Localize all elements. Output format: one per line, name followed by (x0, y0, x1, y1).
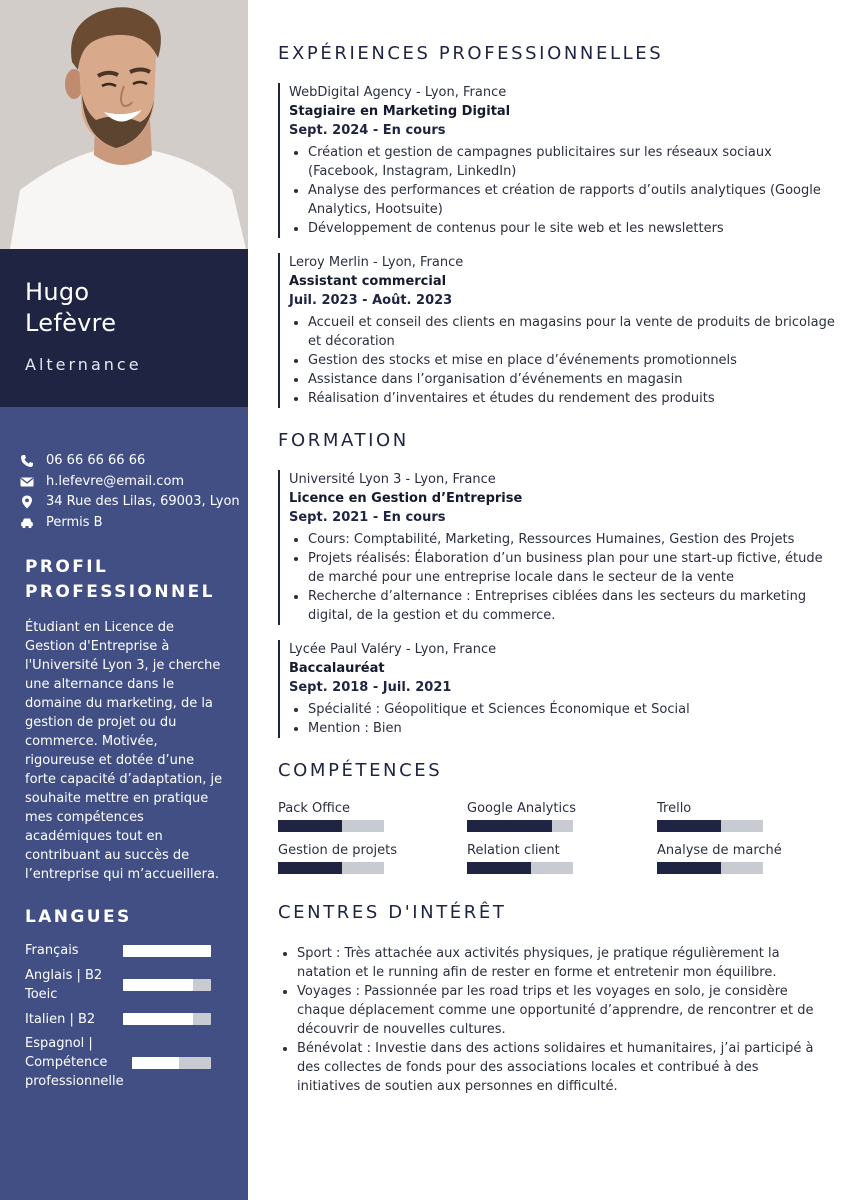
candidate-subtitle: Alternance (25, 355, 142, 374)
entry-organization: Lycée Paul Valéry - Lyon, France (289, 642, 497, 657)
skill-label: Pack Office (278, 801, 350, 816)
skill-bar (657, 820, 763, 832)
language-bar-fill (123, 1013, 193, 1025)
profile-heading: PROFIL PROFESSIONNEL (25, 557, 215, 602)
profile-summary: Étudiant en Licence de Gestion d'Entreprise à l'Université Lyon 3, je cherche une alternance dans le domaine du marketing, de la gestion de projet ou du commerce. Motivée, rigoureuse et dotée d’une forte capacité d’adaptation, je souhaite mettre en pratique mes compétences académiques tout en contribuant au succès de l’entreprise qui m’accueillera. (25, 620, 223, 882)
interest-item: • Sport : Très attachée aux activités physiques, je pratique régulièrement la natation et le running afin de rester en forme et entretenir mon équilibre. (297, 944, 823, 982)
entry-organization: Leroy Merlin - Lyon, France (289, 255, 464, 270)
entry-bullets (289, 700, 839, 738)
entry-bullet: • Cours: Comptabilité, Marketing, Ressources Humaines, Gestion des Projets (308, 530, 839, 549)
profile-photo-illustration (0, 0, 248, 249)
language-bar (123, 945, 211, 957)
language-label: Italien | B2 (25, 1012, 96, 1027)
skill-label: Trello (657, 801, 692, 816)
skill-bar-fill (278, 820, 342, 832)
entry-date: Sept. 2021 - En cours (289, 510, 446, 525)
entry-date: Sept. 2024 - En cours (289, 123, 446, 138)
contact-address-text: 34 Rue des Lilas, 69003, Lyon (46, 494, 240, 509)
skill-bar (278, 862, 384, 874)
entry-organization: WebDigital Agency - Lyon, France (289, 85, 507, 100)
interest-item: • Voyages : Passionnée par les road trips et les voyages en solo, je considère chaque déplacement comme une opportunité d’apprendre, de rencontrer et de découvrir de nouvelles cultures. (297, 982, 823, 1039)
entry-bullet: • Analyse des performances et création de rapports d’outils analytiques (Google Analytics, Hootsuite) (308, 181, 839, 219)
skill-bar-fill (278, 862, 342, 874)
candidate-name: Hugo Lefèvre (25, 278, 117, 337)
entry-bullet: • Projets réalisés: Élaboration d’un business plan pour une start-up fictive, étude de marché pour une entreprise locale dans le secteur de la vente (308, 549, 839, 587)
entry-role: Licence en Gestion d’Entreprise (289, 491, 523, 506)
language-bar-fill (123, 945, 211, 957)
skill-bar (467, 820, 573, 832)
entry-role: Assistant commercial (289, 274, 447, 289)
skill-item (467, 800, 577, 832)
contact-license-text: Permis B (46, 514, 103, 530)
language-bar (123, 979, 211, 991)
skill-bar-fill (657, 820, 721, 832)
entry-role: Stagiaire en Marketing Digital (289, 104, 511, 119)
phone-icon (20, 454, 34, 468)
language-bar (123, 1013, 211, 1025)
entry-bullet: • Accueil et conseil des clients en magasins pour la vente de produits de bricolage et décoration (308, 313, 839, 351)
skill-label: Relation client (467, 843, 560, 858)
entry-bullet: • Assistance dans l’organisation d’événements en magasin (308, 370, 839, 389)
entry-bullets (289, 530, 839, 625)
entry-date: Juil. 2023 - Août. 2023 (289, 293, 453, 308)
entry-bullet: • Création et gestion de campagnes publicitaires sur les réseaux sociaux (Facebook, Instagram, LinkedIn) (308, 143, 839, 181)
languages-heading: LANGUES (25, 907, 132, 927)
contact-phone-text: 06 66 66 66 66 (46, 453, 146, 468)
skill-bar-fill (657, 862, 721, 874)
skill-label: Analyse de marché (657, 843, 782, 858)
language-label: Anglais | B2 Toeic (25, 968, 103, 1002)
language-bar (132, 1057, 211, 1069)
profile-photo (0, 0, 248, 249)
skill-bar (278, 820, 384, 832)
interests-list (278, 944, 823, 1096)
skill-bar (467, 862, 573, 874)
entry-bullet: • Recherche d’alternance : Entreprises ciblées dans les secteurs du marketing digital, de la gestion et du commerce. (308, 587, 839, 625)
entry-bullets (289, 143, 839, 238)
entry-bullet: • Développement de contenus pour le site web et les newsletters (308, 219, 839, 238)
skill-bar-fill (467, 820, 552, 832)
contact-phone (20, 451, 242, 472)
entry-bullets (289, 313, 839, 408)
education-entry (278, 470, 839, 625)
entry-bullet: • Spécialité : Géopolitique et Sciences Économique et Social (308, 700, 839, 719)
interests-heading: CENTRES D'INTÉRÊT (278, 902, 507, 923)
interest-item: • Bénévolat : Investie dans des actions solidaires et humanitaires, j’ai participé à des collectes de fonds pour des associations locales et contribué à des initiatives de soutien aux personnes en difficulté. (297, 1039, 823, 1096)
skill-bar (657, 862, 763, 874)
entry-bullet: • Réalisation d’inventaires et études du rendement des produits (308, 389, 839, 408)
language-bar-fill (132, 1057, 179, 1069)
location-pin-icon (20, 495, 34, 509)
skill-item (467, 842, 573, 874)
skill-item (278, 800, 384, 832)
language-bar-fill (123, 979, 193, 991)
skill-bar-fill (467, 862, 531, 874)
education-heading: FORMATION (278, 430, 409, 451)
skill-item (278, 842, 398, 874)
language-label: Français (25, 943, 79, 958)
contact-email (20, 472, 242, 493)
entry-bullet: • Mention : Bien (308, 719, 839, 738)
contact-email-text: h.lefevre@email.com (46, 473, 185, 489)
entry-organization: Université Lyon 3 - Lyon, France (289, 472, 496, 487)
entry-bullet: • Gestion des stocks et mise en place d’événements promotionnels (308, 351, 839, 370)
entry-date: Sept. 2018 - Juil. 2021 (289, 680, 452, 695)
contact-address (20, 492, 242, 513)
contact-license (20, 513, 242, 534)
contact-list (20, 451, 242, 533)
entry-role: Baccalauréat (289, 661, 385, 676)
experience-entry (278, 253, 839, 408)
skill-label: Gestion de projets (278, 843, 398, 858)
skill-item (657, 842, 782, 874)
skills-heading: COMPÉTENCES (278, 760, 443, 781)
experience-entry (278, 83, 839, 238)
skill-item (657, 800, 763, 832)
education-entry (278, 640, 839, 738)
car-icon (20, 516, 34, 530)
language-label: Espagnol | Compétence professionnelle (25, 1036, 124, 1089)
experience-heading: EXPÉRIENCES PROFESSIONNELLES (278, 43, 664, 64)
skill-label: Google Analytics (467, 801, 577, 816)
mail-icon (20, 475, 34, 489)
